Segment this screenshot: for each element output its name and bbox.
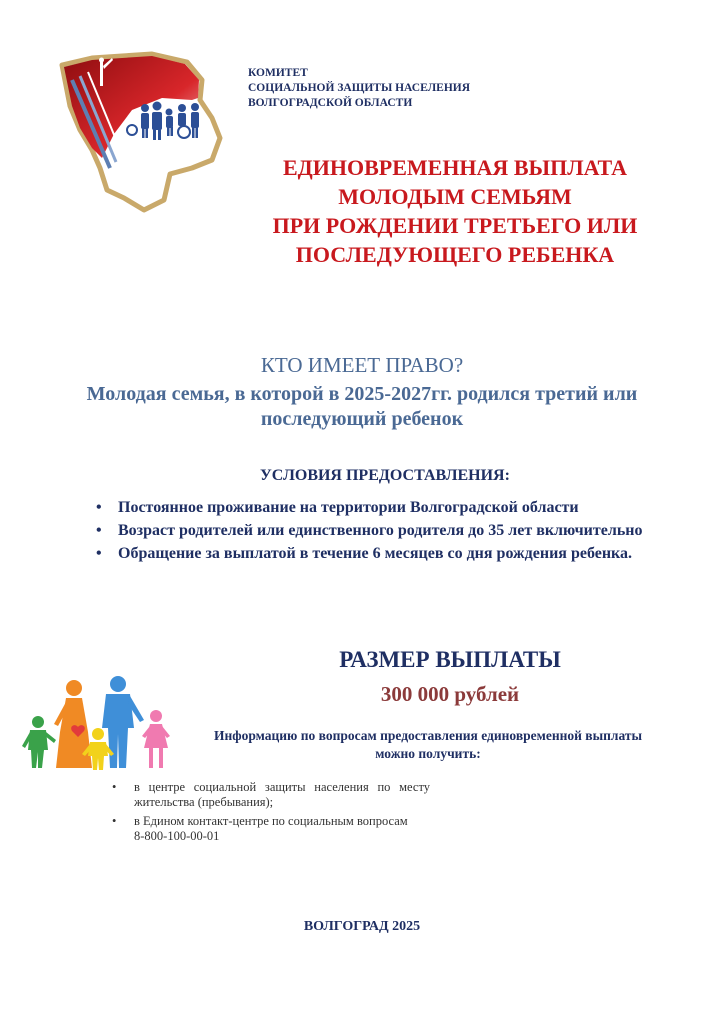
condition-text: Обращение за выплатой в течение 6 месяцев со дня рождения ребенка. <box>118 545 633 562</box>
org-line: КОМИТЕТ <box>248 67 308 79</box>
condition-item <box>96 521 656 541</box>
info-list <box>112 780 430 848</box>
regional-map-logo-icon <box>52 50 242 215</box>
info-item <box>112 780 430 810</box>
org-line: ВОЛГОГРАДСКОЙ ОБЛАСТИ <box>248 97 413 109</box>
conditions-list <box>96 498 656 567</box>
bullet-icon: • <box>96 499 102 516</box>
document-title <box>230 153 680 269</box>
title-line: ПОСЛЕДУЮЩЕГО РЕБЕНКА <box>295 242 615 267</box>
bullet-icon: • <box>112 814 117 828</box>
condition-text: Возраст родителей или единственного родителя до 35 лет включительно <box>118 522 643 539</box>
payment-heading: РАЗМЕР ВЫПЛАТЫ <box>339 647 561 672</box>
payment-amount: 300 000 рублей <box>380 682 520 706</box>
condition-item <box>96 498 656 518</box>
title-line: ЕДИНОВРЕМЕННАЯ ВЫПЛАТА <box>282 155 628 180</box>
condition-item <box>96 544 656 564</box>
bullet-icon: • <box>96 545 102 562</box>
condition-text: Постоянное проживание на территории Волгоградской области <box>118 499 579 516</box>
info-text: в центре социальной защиты населения по месту жительства (пребывания); <box>134 780 430 809</box>
eligibility-heading: КТО ИМЕЕТ ПРАВО? <box>260 353 464 377</box>
bullet-icon: • <box>96 522 102 539</box>
footer-city-year: ВОЛГОГРАД 2025 <box>303 919 421 934</box>
org-line: СОЦИАЛЬНОЙ ЗАЩИТЫ НАСЕЛЕНИЯ <box>248 82 471 94</box>
phone-number: 8-800-100-00-01 <box>134 829 220 843</box>
conditions-heading: УСЛОВИЯ ПРЕДОСТАВЛЕНИЯ: <box>260 467 510 484</box>
title-line: ПРИ РОЖДЕНИИ ТРЕТЬЕГО ИЛИ <box>272 213 638 238</box>
info-text: в Едином контакт-центре по социальным вопросам <box>134 814 408 828</box>
title-line: МОЛОДЫМ СЕМЬЯМ <box>338 184 572 209</box>
eligibility-text: Молодая семья, в которой в 2025-2027гг. родился третий или последующий ребенок <box>86 383 638 430</box>
bullet-icon: • <box>112 780 117 794</box>
organization-name <box>248 66 470 111</box>
info-item <box>112 814 430 844</box>
family-illustration-icon <box>18 672 178 772</box>
info-heading: Информацию по вопросам предоставления единовременной выплаты можно получить: <box>213 728 643 761</box>
